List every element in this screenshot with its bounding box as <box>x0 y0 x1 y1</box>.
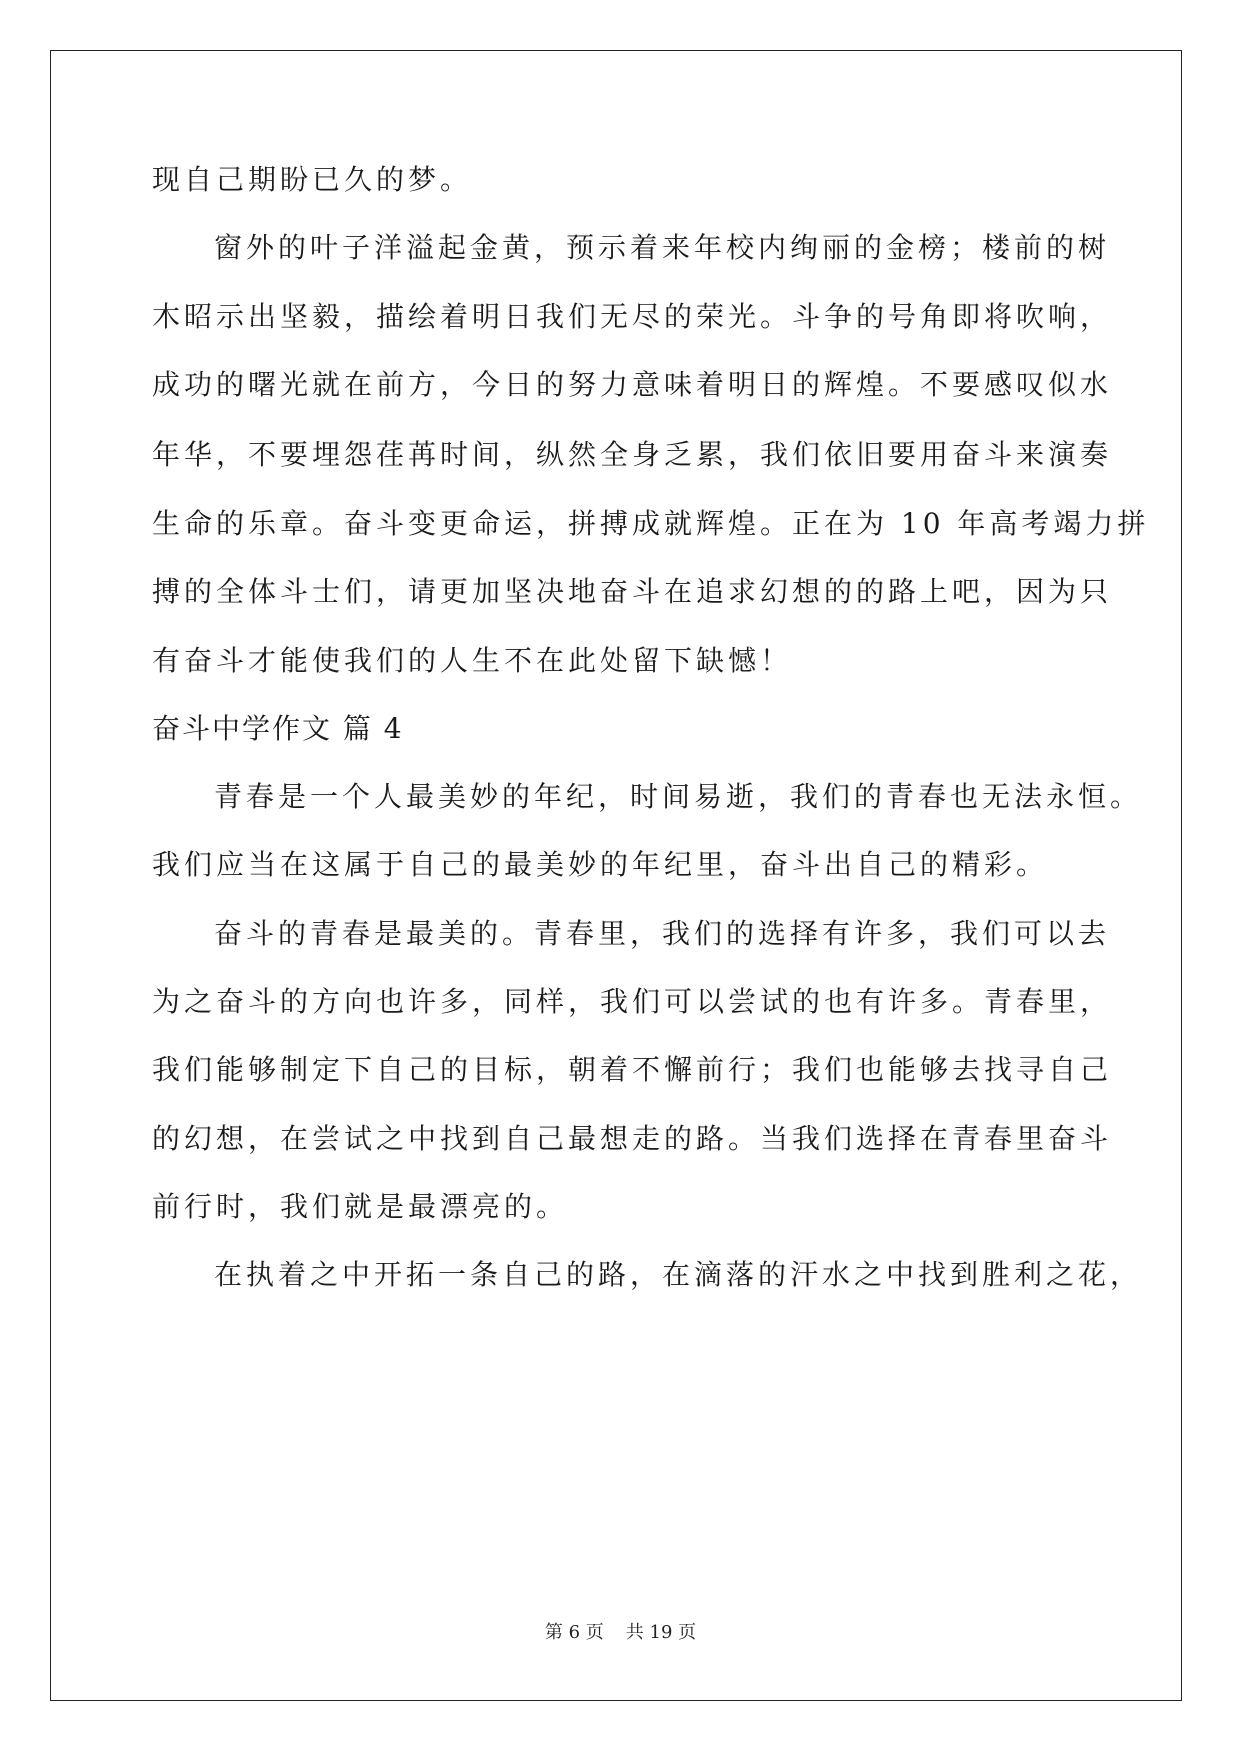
paragraph-line: 前行时，我们就是最漂亮的。 <box>152 1190 569 1223</box>
page-number-current: 第 6 页 <box>544 1622 604 1643</box>
paragraph-line: 在执着之中开拓一条自己的路，在滴落的汗水之中找到胜利之花， <box>214 1258 1143 1291</box>
paragraph-line: 年华，不要埋怨荏苒时间，纵然全身乏累，我们依旧要用奋斗来演奏 <box>152 438 1113 471</box>
paragraph-line: 为之奋斗的方向也许多，同样，我们可以尝试的也有许多。青春里， <box>152 985 1113 1018</box>
paragraph-line: 现自己期盼已久的梦。 <box>152 163 473 196</box>
paragraph-line: 生命的乐章。奋斗变更命运，拼搏成就辉煌。正在为 10 年高考竭力拼 <box>152 507 1150 540</box>
paragraph-line: 我们能够制定下自己的目标，朝着不懈前行；我们也能够去找寻自己 <box>152 1053 1113 1086</box>
paragraph-line: 窗外的叶子洋溢起金黄，预示着来年校内绚丽的金榜；楼前的树 <box>214 231 1111 264</box>
paragraph-line: 木昭示出坚毅，描绘着明日我们无尽的荣光。斗争的号角即将吹响， <box>152 300 1113 333</box>
paragraph-line: 有奋斗才能使我们的人生不在此处留下缺憾！ <box>152 644 793 677</box>
paragraph-line: 的幻想，在尝试之中找到自己最想走的路。当我们选择在青春里奋斗 <box>152 1122 1113 1155</box>
paragraph-line: 奋斗的青春是最美的。青春里，我们的选择有许多，我们可以去 <box>214 917 1111 950</box>
paragraph-line: 搏的全体斗士们，请更加坚决地奋斗在追求幻想的的路上吧，因为只 <box>152 575 1113 608</box>
paragraph-line: 我们应当在这属于自己的最美妙的年纪里，奋斗出自己的精彩。 <box>152 848 1049 881</box>
section-heading: 奋斗中学作文 篇 4 <box>152 712 404 745</box>
paragraph-line: 青春是一个人最美妙的年纪，时间易逝，我们的青春也无法永恒。 <box>214 780 1143 813</box>
page-number-total: 共 19 页 <box>625 1622 697 1643</box>
paragraph-line: 成功的曙光就在前方，今日的努力意味着明日的辉煌。不要感叹似水 <box>152 368 1113 401</box>
page-footer <box>0 1618 1241 1644</box>
